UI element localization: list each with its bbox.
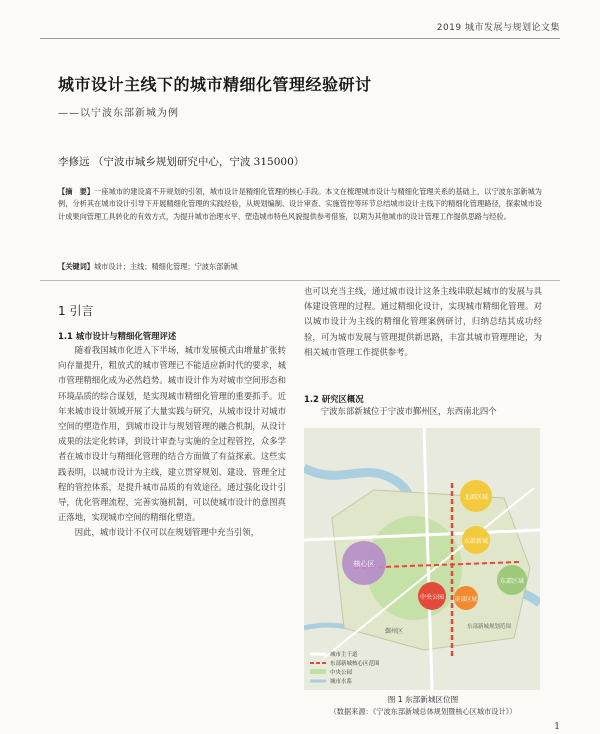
legend-item-road: 城市主干道 [330,652,358,658]
label-south: 南部区域 [454,597,478,603]
left-column [58,343,286,541]
page-number: 1 [554,722,560,732]
keywords-text: 城市设计；主线；精细化管理；宁波东部新城 [93,262,238,271]
right-column-text: 也可以充当主线，通过城市设计这条主线串联起城市的发展与具体建设管理的过程。通过精细化设计，实现城市精细化管理。对以城市设计为主线的精细化管理案例研讨，归纳总结其成功经验，可为城市发展与管理提供新思路，丰富其城市管理理论，为相关城市管理工作提供参考。 [304,286,542,357]
keywords-label: 【关键词】 [58,262,94,271]
abstract-label: 【摘 要】 [58,187,95,196]
keywords [58,262,238,272]
label-center: 中央公园 [419,594,445,601]
location-map-figure [304,428,540,690]
figure-source: （数据来源：《宁波东部新城总体规划暨核心区城市设计》） [329,707,517,716]
paragraph-1: 随着我国城市化进入下半场，城市发展模式由增量扩张转向存量提升，粗放式的城市管理已不能适应新时代的要求，城市管理精细化成为必然趋势。城市设计作为对城市空间形态和环境品质的综合谋划，是实现城市精细化管理的重要抓手。近年来城市设计领域开展了大量实践与研究，从城市设计对城市空间的塑造作用，到城市设计与规划管理的融合机制，从设计成果的法定化转译，到设计审查与实施的全过程管控，众多学者在城市设计与精细化管理的结合方面做了有益探索。这些实践表明，以城市设计为主线，建立贯穿规划、建设、管理全过程的管控体系，是提升城市品质的有效途径。通过强化设计引导，优化管理流程，完善实施机制，可以使城市设计的意图真正落地，实现城市空间的精细化塑造。 [58,345,286,523]
legend-swatch-park [310,669,326,674]
section-heading-intro: 1 引言 [58,304,94,318]
section-heading-1-1: 1.1 城市设计与精细化管理评述 [58,331,177,341]
section-heading-1-2: 1.2 研究区概况 [304,394,364,404]
figure-caption: 图 1 东部新城区位图 [387,695,459,704]
legend-item-core: 东部新城核心区范围 [330,661,380,667]
legend-item-water: 城市水系 [330,679,353,685]
paper-title: 城市设计主线下的城市精细化管理经验研讨 [58,75,372,94]
label-district: 鄞州区 [384,628,404,635]
paper-subtitle: ——以宁波东部新城为例 [58,108,179,119]
paragraph-2: 因此，城市设计不仅可以在规划管理中充当引领， [74,527,260,538]
label-north: 北部区域 [463,494,489,501]
author-line: 李修远 （宁波市城乡规划研究中心，宁波 315000） [58,156,305,168]
section-divider [40,280,560,281]
label-east-b: 东部区域 [499,578,525,585]
header-rule [40,38,560,39]
running-header: 2019 城市发展与规划论文集 [436,23,560,33]
label-core: 核心区 [353,560,375,568]
abstract [58,186,542,223]
abstract-text: 一座城市的建设离不开规划的引领，城市设计是精细化管理的核心手段。本文在梳理城市设计与精细化管理关系的基础上，以宁波东部新城为例，分析其在城市设计引导下开展精细化管理的实践经验，从规划编制、设计审查、实施管控等环节总结城市设计主线下的精细化管理路径，探索城市设计成果向管理工具转化的有效方式，为提升城市治理水平、塑造城市特色风貌提供参考借鉴，以期为其他城市的设计管理工作提供思路与经验。 [58,187,542,221]
paragraph-1-2: 宁波东部新城位于宁波市鄞州区，东西南北四个 [320,406,497,416]
label-east-a: 东部新城 [463,538,489,545]
label-note: 东部新城规划范围 [466,624,512,630]
legend-item-park: 中央公园 [330,670,353,676]
